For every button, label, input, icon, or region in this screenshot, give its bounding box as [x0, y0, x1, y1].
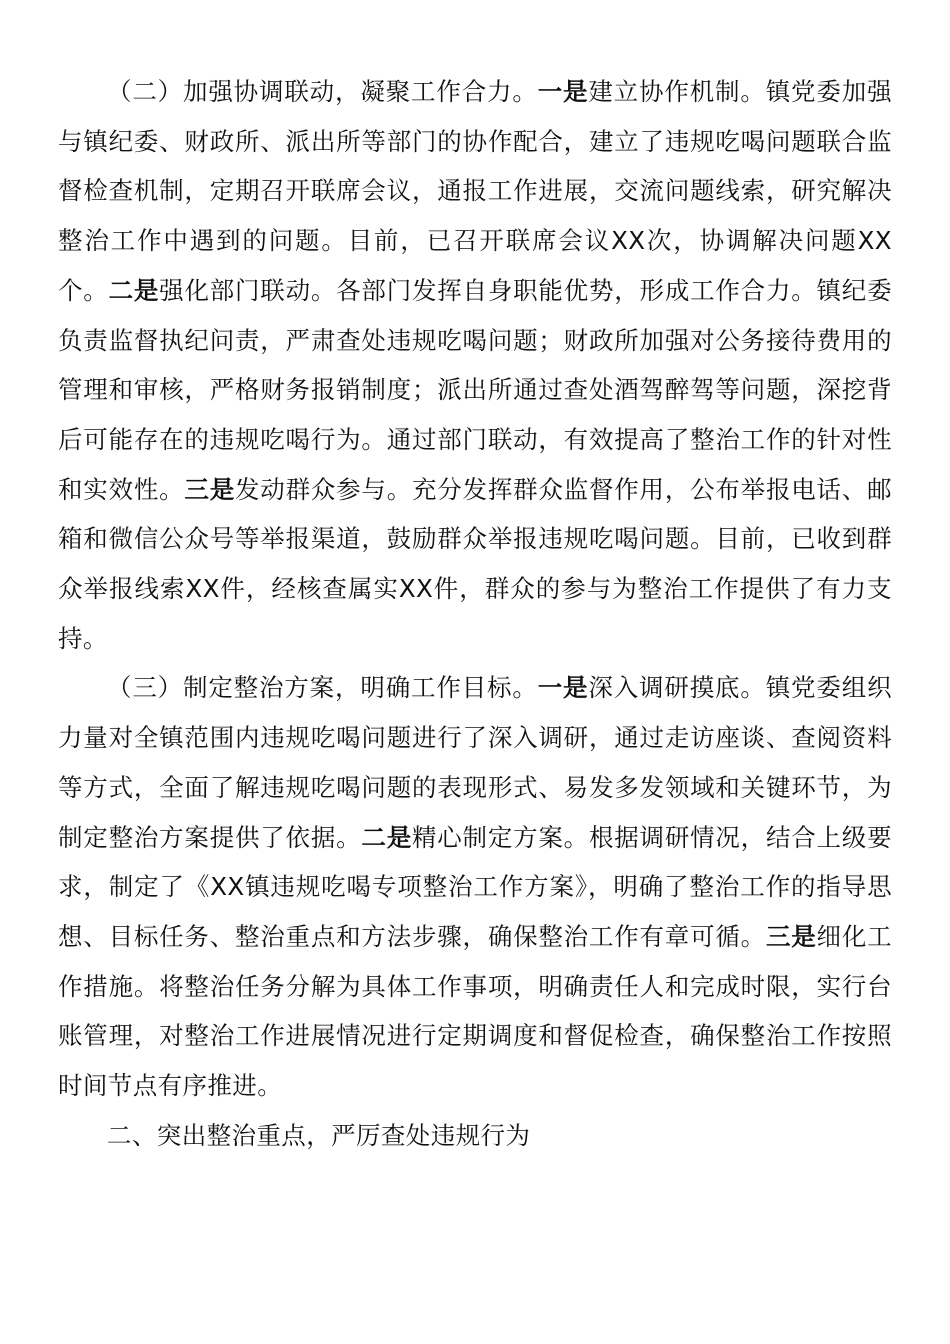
- point-label-1: 一是: [537, 673, 589, 703]
- paragraph-plan: [58, 663, 892, 1110]
- point-text-1: 深入调研摸底。镇党委组织力量对全镇范围内违规吃喝问题进行了深入调研，通过走访座谈、查阅资料等方式，全面了解违规吃喝问题的表现形式、易发多发领域和关键环节，为制定整治方案提供了依据。: [58, 673, 892, 852]
- point-label-1: 一是: [537, 77, 589, 106]
- document-page: [58, 67, 892, 1160]
- point-text-2: 强化部门联动。各部门发挥自身职能优势，形成工作合力。镇纪委负责监督执纪问责，严肃查处违规吃喝问题；财政所加强对公务接待费用的管理和审核，严格财务报销制度；派出所通过查处酒驾醉驾等问题，深挖背后可能存在的违规吃喝行为。通过部门联动，有效提高了整治工作的针对性和实效性。: [58, 275, 892, 504]
- paragraph-coordination: [58, 67, 892, 663]
- paragraph-title: （三）制定整治方案，明确工作目标。: [107, 673, 538, 703]
- point-text-2: 精心制定方案。根据调研情况，结合上级要求，制定了《XX镇违规吃喝专项整治工作方案》，明确了整治工作的指导思想、目标任务、整治重点和方法步骤，确保整治工作有章可循。: [58, 822, 892, 951]
- point-label-2: 二是: [361, 822, 412, 852]
- point-label-3: 三是: [184, 474, 235, 504]
- section-heading: 二、突出整治重点，严厉查处违规行为: [107, 1120, 531, 1150]
- point-label-2: 二是: [108, 275, 160, 305]
- point-text-3: 细化工作措施。将整治任务分解为具体工作事项，明确责任人和完成时限，实行台账管理，对整治工作进展情况进行定期调度和督促检查，确保整治工作按照时间节点有序推进。: [58, 921, 892, 1101]
- point-text-1: 建立协作机制。镇党委加强与镇纪委、财政所、派出所等部门的协作配合，建立了违规吃喝问题联合监督检查机制，定期召开联席会议，通报工作进展，交流问题线索，研究解决整治工作中遇到的问题。目前，已召开联席会议XX次，协调解决问题XX个。: [58, 77, 892, 305]
- paragraph-title: （二）加强协调联动，凝聚工作合力。: [107, 77, 538, 106]
- point-text-3: 发动群众参与。充分发挥群众监督作用，公布举报电话、邮箱和微信公众号等举报渠道，鼓励群众举报违规吃喝问题。目前，已收到群众举报线索XX件，经核查属实XX件，群众的参与为整治工作提供了有力支持。: [58, 474, 892, 653]
- point-label-3: 三是: [765, 921, 817, 951]
